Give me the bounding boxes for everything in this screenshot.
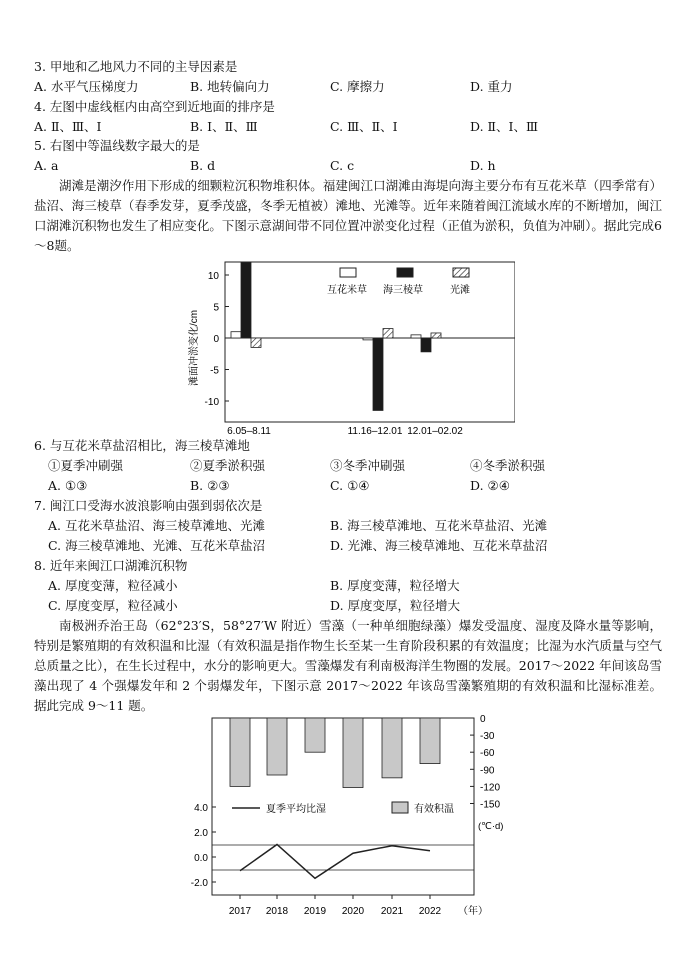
chart1-xtick-label: 11.16–12.01 <box>347 426 403 436</box>
chart1-ylabel: 滩面冲淤变化/cm <box>189 309 200 387</box>
legend-swatch-temp <box>392 802 408 813</box>
chart1-bar <box>431 333 441 338</box>
chart1-bar <box>251 338 261 347</box>
chart1-ytick-label: 5 <box>213 302 219 314</box>
legend-swatch-hai <box>397 268 413 277</box>
q4-option-d: D. Ⅱ、Ⅰ、Ⅲ <box>470 119 539 134</box>
q8-option-c: C. 厚度变厚，粒径减小 <box>48 598 178 613</box>
q6-option-a: A. ①③ <box>48 478 88 493</box>
chart2-right-tick-label: -90 <box>480 765 495 777</box>
chart2-bar <box>420 718 440 764</box>
q6-option-c: C. ①④ <box>330 478 370 493</box>
q4-option-c: C. Ⅲ、Ⅱ、Ⅰ <box>330 119 398 134</box>
chart-2 <box>180 712 520 920</box>
chart2-x-tick-label: 2020 <box>341 906 365 917</box>
q7-stem: 7. 闽江口受海水波浪影响由强到弱依次是 <box>34 498 263 513</box>
chart2-left-tick-label: 4.0 <box>194 803 208 814</box>
passage-1: 湖滩是潮汐作用下形成的细颗粒沉积物堆积体。福建闽江口湖滩由海堤向海主要分布有互花米草（四季常有）盐沼、海三棱草（春季发芽，夏季茂盛，冬季无植被）滩地、光滩等。近年来随着闽江流域水库的不断增加，闽江口湖滩沉积物也发生了相应变化。下图示意湖间带不同位置冲淤变化过程（正值为淤积，负值为冲刷）。据此完成6～8题。 <box>34 178 662 253</box>
q6-item-3: ③冬季冲刷强 <box>330 458 406 473</box>
chart2-left-tick-label: 0.0 <box>194 853 208 864</box>
q8-option-a: A. 厚度变薄，粒径减小 <box>48 578 178 593</box>
q5-option-c: C. c <box>330 158 355 173</box>
q6-item-1: ①夏季冲刷强 <box>48 458 124 473</box>
chart2-left-tick-label: -2.0 <box>190 878 208 889</box>
q5-option-d: D. h <box>470 158 496 173</box>
q5-stem: 5. 右图中等温线数字最大的是 <box>34 138 200 153</box>
chart1-ytick-label: 10 <box>207 271 219 282</box>
q7-option-c: C. 海三棱草滩地、光滩、互花米草盐沼 <box>48 538 266 553</box>
q6-item-2: ②夏季淤积强 <box>190 458 266 473</box>
legend-label-guang: 光滩 <box>450 285 470 296</box>
chart1-bar <box>383 329 393 338</box>
chart2-x-tick-label: 2019 <box>303 906 327 917</box>
chart1-bar <box>363 338 373 340</box>
chart1-bar <box>241 262 251 338</box>
chart2-x-tick-label: 2018 <box>265 906 289 917</box>
q3-option-d: D. 重力 <box>470 79 513 94</box>
legend-label-temp: 有效积温 <box>414 804 454 815</box>
chart2-legend <box>232 802 454 815</box>
chart2-right-tick-label: -120 <box>480 782 501 794</box>
q8-option-d: D. 厚度变厚，粒径增大 <box>330 598 461 613</box>
chart2-right-unit: (℃·d) <box>478 821 504 832</box>
legend-label-hua: 互花米草 <box>327 285 367 296</box>
chart2-x-tick-label: 2021 <box>380 906 404 917</box>
chart1-bar <box>421 338 431 352</box>
chart2-x-tick-label: 2022 <box>418 906 442 917</box>
chart1-bar <box>231 332 241 338</box>
q7-option-b: B. 海三棱草滩地、互花米草盐沼、光滩 <box>330 518 548 533</box>
chart2-x-unit: （年） <box>458 906 488 917</box>
chart2-bar <box>267 718 287 775</box>
q3-stem: 3. 甲地和乙地风力不同的主导因素是 <box>34 59 238 74</box>
q6-stem: 6. 与互花米草盐沼相比，海三棱草滩地 <box>34 438 250 453</box>
chart1-ytick-label: 0 <box>213 334 219 345</box>
chart2-right-tick-label: -150 <box>480 799 501 811</box>
chart2-bar <box>305 718 325 752</box>
q5-option-a: A. a <box>34 158 59 173</box>
legend-label-hai: 海三棱草 <box>383 285 423 296</box>
chart2-x-tick-label: 2017 <box>228 906 252 917</box>
q6-option-b: B. ②③ <box>190 478 230 493</box>
chart1-xtick-label: 6.05–8.11 <box>227 426 271 436</box>
chart2-left-tick-label: 2.0 <box>194 828 208 839</box>
q4-option-b: B. Ⅰ、Ⅱ、Ⅲ <box>190 119 258 134</box>
chart1-ytick-label: -5 <box>210 365 219 377</box>
chart2-bar <box>382 718 402 778</box>
chart1-legend <box>327 268 470 296</box>
chart2-right-tick-label: 0 <box>480 714 486 725</box>
legend-label-humidity: 夏季平均比湿 <box>266 804 326 815</box>
chart1-bar <box>373 338 383 410</box>
q4-stem: 4. 左图中虚线框内由高空到近地面的排序是 <box>34 99 275 114</box>
q3-option-c: C. 摩擦力 <box>330 79 385 94</box>
legend-swatch-guang <box>453 268 469 277</box>
chart1-xtick-label: 12.01–02.02 <box>407 426 463 436</box>
chart-1 <box>185 256 515 436</box>
chart2-right-tick-label: -60 <box>480 748 495 760</box>
q6-item-4: ④冬季淤积强 <box>470 458 546 473</box>
chart2-humidity-line <box>240 845 430 879</box>
q4-option-a: A. Ⅱ、Ⅲ、Ⅰ <box>34 119 102 134</box>
q8-stem: 8. 近年来闽江口湖滩沉积物 <box>34 558 188 573</box>
legend-swatch-hua <box>340 268 356 277</box>
q3-option-a: A. 水平气压梯度力 <box>34 79 139 94</box>
chart2-bar <box>343 718 363 788</box>
q7-option-d: D. 光滩、海三棱草滩地、互花米草盐沼 <box>330 538 548 553</box>
passage-2: 南极洲乔治王岛（62°23′S，58°27′W 附近）雪藻（一种单细胞绿藻）爆发受温度、湿度及降水量等影响，特别是繁殖期的有效积温和比湿（有效积温是指作物生长至某一生育阶段积累的有效温度；比湿为水汽质量与空气总质量之比），在生长过程中，水分的影响更大。雪藻爆发有利南极海洋生物圈的发展。2017～2022 年间该岛雪藻出现了 4 个强爆发年和 2 个弱爆发年，下图示意 2017～2022 年该岛雪藻繁殖期的有效积温和比湿标准差。据此完成 9～11 题。 <box>34 618 662 713</box>
q5-option-b: B. d <box>190 158 216 173</box>
q3-option-b: B. 地转偏向力 <box>190 79 270 94</box>
chart1-frame <box>225 262 515 422</box>
chart1-bar <box>411 335 421 338</box>
q7-option-a: A. 互花米草盐沼、海三棱草滩地、光滩 <box>48 518 265 533</box>
chart2-right-tick-label: -30 <box>480 731 495 743</box>
q6-option-d: D. ②④ <box>470 478 510 493</box>
chart1-ytick-label: -10 <box>204 397 219 408</box>
q8-option-b: B. 厚度变薄，粒径增大 <box>330 578 460 593</box>
chart2-bar <box>230 718 250 786</box>
